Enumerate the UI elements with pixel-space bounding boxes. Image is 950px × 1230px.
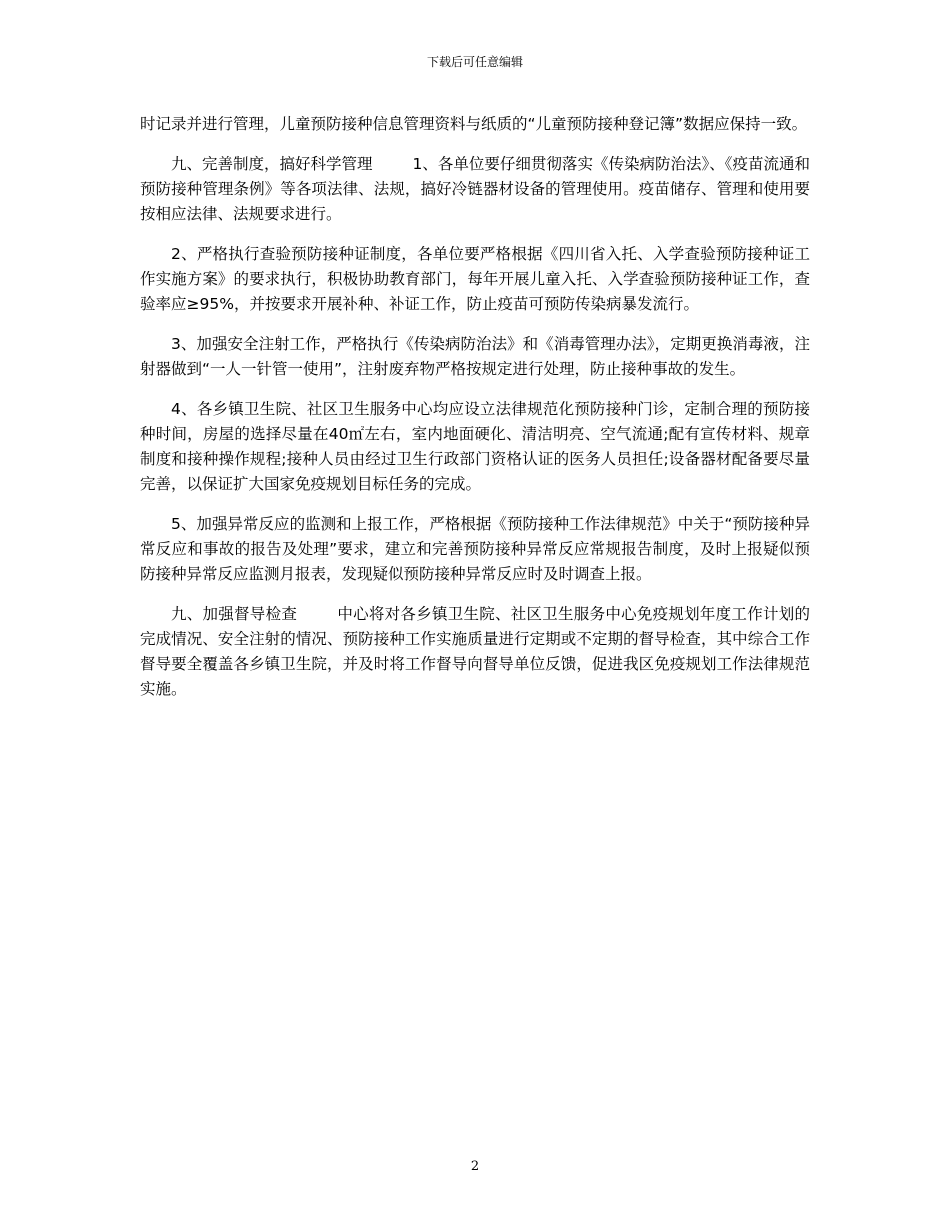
paragraph-text: 中心将对各乡镇卫生院、社区卫生服务中心免疫规划年度工作计划的完成情况、安全注射的情况、预防接种工作实施质量进行定期或不定期的督导检查，其中综合工作督导要全覆盖各乡镇卫生院，并及时将工作督导向督导单位反馈，促进我区免疫规划工作法律规范实施。: [140, 605, 810, 698]
paragraph-continuation: [140, 112, 810, 137]
paragraph-item-2: [140, 242, 810, 317]
paragraph-item-4: [140, 397, 810, 497]
paragraph-text: 3、加强安全注射工作，严格执行《传染病防治法》和《消毒管理办法》，定期更换消毒液，注射器做到“一人一针管一使用”，注射废弃物严格按规定进行处理，防止接种事故的发生。: [140, 335, 810, 378]
paragraph-text: 4、各乡镇卫生院、社区卫生服务中心均应设立法律规范化预防接种门诊，定制合理的预防接种时间，房屋的选择尽量在40㎡左右，室内地面硬化、清洁明亮、空气流通;配有宣传材料、规章制度和接种操作规程;接种人员由经过卫生行政部门资格认证的医务人员担任;设备器材配备要尽量完善，以保证扩大国家免疫规划目标任务的完成。: [140, 400, 810, 493]
paragraph-text: 2、严格执行查验预防接种证制度，各单位要严格根据《四川省入托、入学查验预防接种证工作实施方案》的要求执行，积极协助教育部门，每年开展儿童入托、入学查验预防接种证工作，查验率应≥95%，并按要求开展补种、补证工作，防止疫苗可预防传染病暴发流行。: [140, 245, 810, 313]
paragraph-section-9-regulations: [140, 152, 810, 227]
page-header: 下载后可任意编辑: [426, 55, 523, 69]
section-heading: 九、加强督导检查: [171, 605, 298, 623]
page-number: 2: [470, 1159, 480, 1174]
paragraph-text: 时记录并进行管理，儿童预防接种信息管理资料与纸质的“儿童预防接种登记簿”数据应保持一致。: [140, 115, 808, 133]
paragraph-item-3: [140, 332, 810, 382]
paragraph-text: 5、加强异常反应的监测和上报工作，严格根据《预防接种工作法律规范》中关于“预防接种异常反应和事故的报告及处理”要求，建立和完善预防接种异常反应常规报告制度，及时上报疑似预防接种异常反应监测月报表，发现疑似预防接种异常反应时及时调查上报。: [140, 515, 810, 583]
document-body: [140, 112, 810, 717]
paragraph-text: 1、各单位要仔细贯彻落实《传染病防治法》、《疫苗流通和预防接种管理条例》等各项法律、法规，搞好冷链器材设备的管理使用。疫苗储存、管理和使用要按相应法律、法规要求进行。: [140, 155, 810, 223]
paragraph-item-5: [140, 512, 810, 587]
section-heading: 九、完善制度，搞好科学管理: [171, 155, 373, 173]
paragraph-section-9-supervision: [140, 602, 810, 702]
